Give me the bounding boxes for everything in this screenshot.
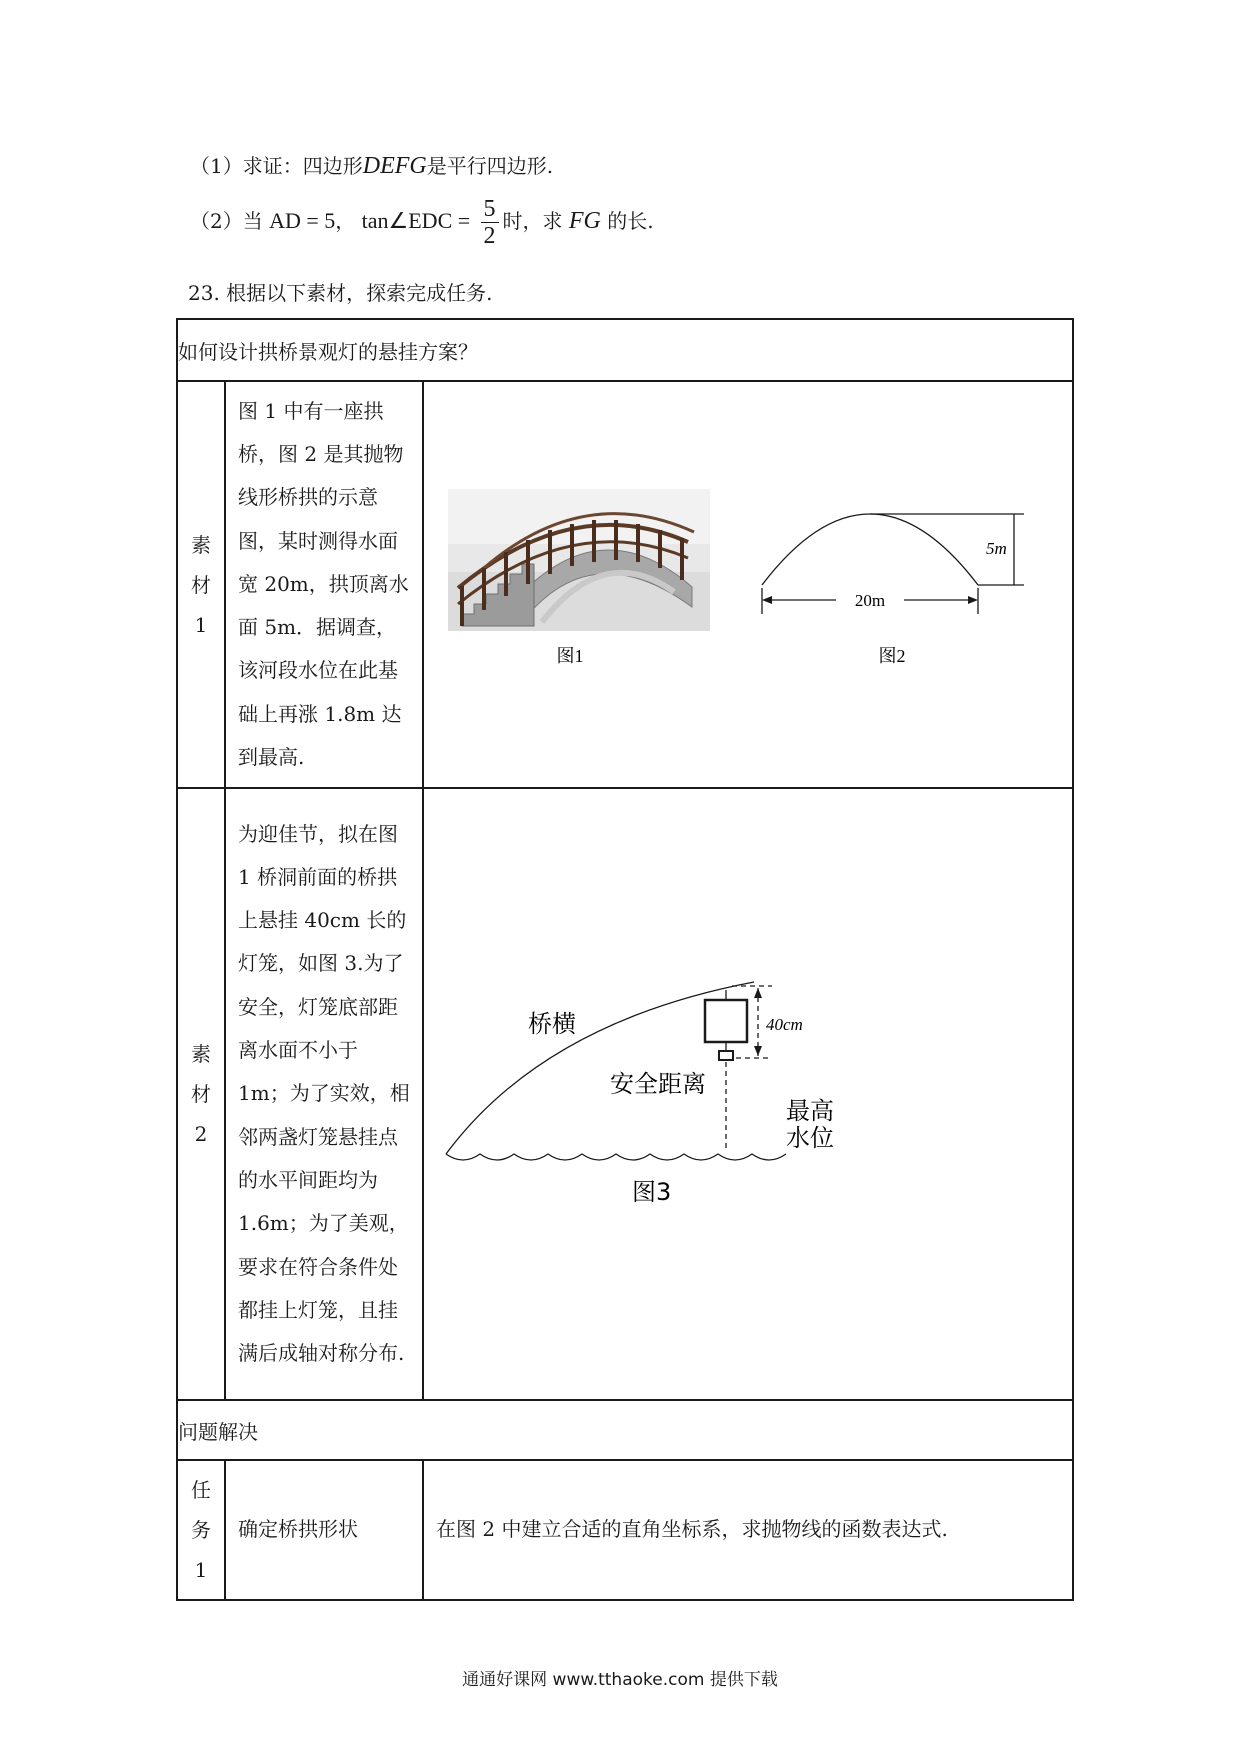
parabola-diagram [762, 514, 1024, 614]
figures-1-2 [424, 382, 1070, 782]
task1-name: 确定桥拱形状 [238, 1517, 358, 1542]
measure-lines [726, 986, 772, 1152]
fig3-lantern-length: 40cm [766, 1014, 803, 1034]
material2-text-cell [225, 788, 423, 1400]
fig3-safe-distance-label: 安全距离 [610, 1069, 706, 1098]
material2-row [177, 788, 1073, 1400]
task1-content-cell [423, 1460, 1073, 1600]
solve-header-row [177, 1400, 1073, 1460]
table-title-row [177, 319, 1073, 381]
q23-intro: 23. 根据以下素材，探索完成任务. [188, 281, 493, 305]
task1-content: 在图 2 中建立合适的直角坐标系，求抛物线的函数表达式. [436, 1517, 948, 1542]
task1-name-cell [225, 1460, 423, 1600]
fig2-height-label: 5m [986, 539, 1007, 558]
material2-text: 为迎佳节，拟在图 1 桥洞前面的桥拱上悬挂 40cm 长的灯笼，如图 3.为了安全，灯笼底部距离水面不小于 1m；为了实效，相邻两盏灯笼悬挂点的水平间距均为 1.6m；为了美观，要求在符合条件处都挂上灯笼，且挂满后成轴对称分布. [238, 821, 410, 1366]
fig2-caption: 图2 [878, 646, 906, 666]
task1-row [177, 1460, 1073, 1600]
material-table [176, 318, 1074, 1601]
figure-3 [424, 792, 1070, 1392]
fraction-5-2: $\frac{5}{2}$ [481, 196, 499, 249]
fig3-caption: 图3 [632, 1177, 672, 1206]
bridge-photo [448, 489, 710, 631]
quad-var: DEFG [362, 153, 427, 179]
fig1-caption: 图1 [556, 646, 584, 666]
q22-part2: （2）当 AD = 5， tan∠EDC = $\frac{5}{2}$ 时，求 FG 的长. [190, 196, 654, 249]
ad-condition: AD = 5 [269, 208, 336, 233]
material1-text-cell [225, 381, 423, 788]
fig3-water-label-2: 水位 [786, 1123, 834, 1152]
fig3-water-label-1: 最高 [786, 1096, 834, 1125]
fig2-width-label: 20m [854, 591, 886, 610]
task1-label: 任 务 1 [177, 1460, 225, 1600]
solve-header: 问题解决 [177, 1400, 1073, 1460]
material1-text: 图 1 中有一座拱桥，图 2 是其抛物线形桥拱的示意图，某时测得水面宽 20m，拱顶离水面 5m．据调查，该河段水位在此基础上再涨 1.8m 达到最高. [238, 398, 409, 770]
fg-var: FG [568, 208, 601, 234]
q22-part1: （1）求证：四边形DEFG是平行四边形. [190, 153, 554, 179]
table-title: 如何设计拱桥景观灯的悬挂方案？ [177, 319, 1073, 381]
material2-label: 素 材 2 [177, 788, 225, 1400]
page-footer: 通通好课网 www.tthaoke.com 提供下载 [462, 1670, 778, 1690]
material1-figures [423, 381, 1073, 788]
material1-label: 素 材 1 [177, 381, 225, 788]
material2-figure [423, 788, 1073, 1400]
lantern [705, 990, 747, 1060]
fig3-bridge-label: 桥横 [528, 1009, 576, 1038]
material1-row [177, 381, 1073, 788]
tan-expr: tan∠EDC = [361, 208, 471, 233]
